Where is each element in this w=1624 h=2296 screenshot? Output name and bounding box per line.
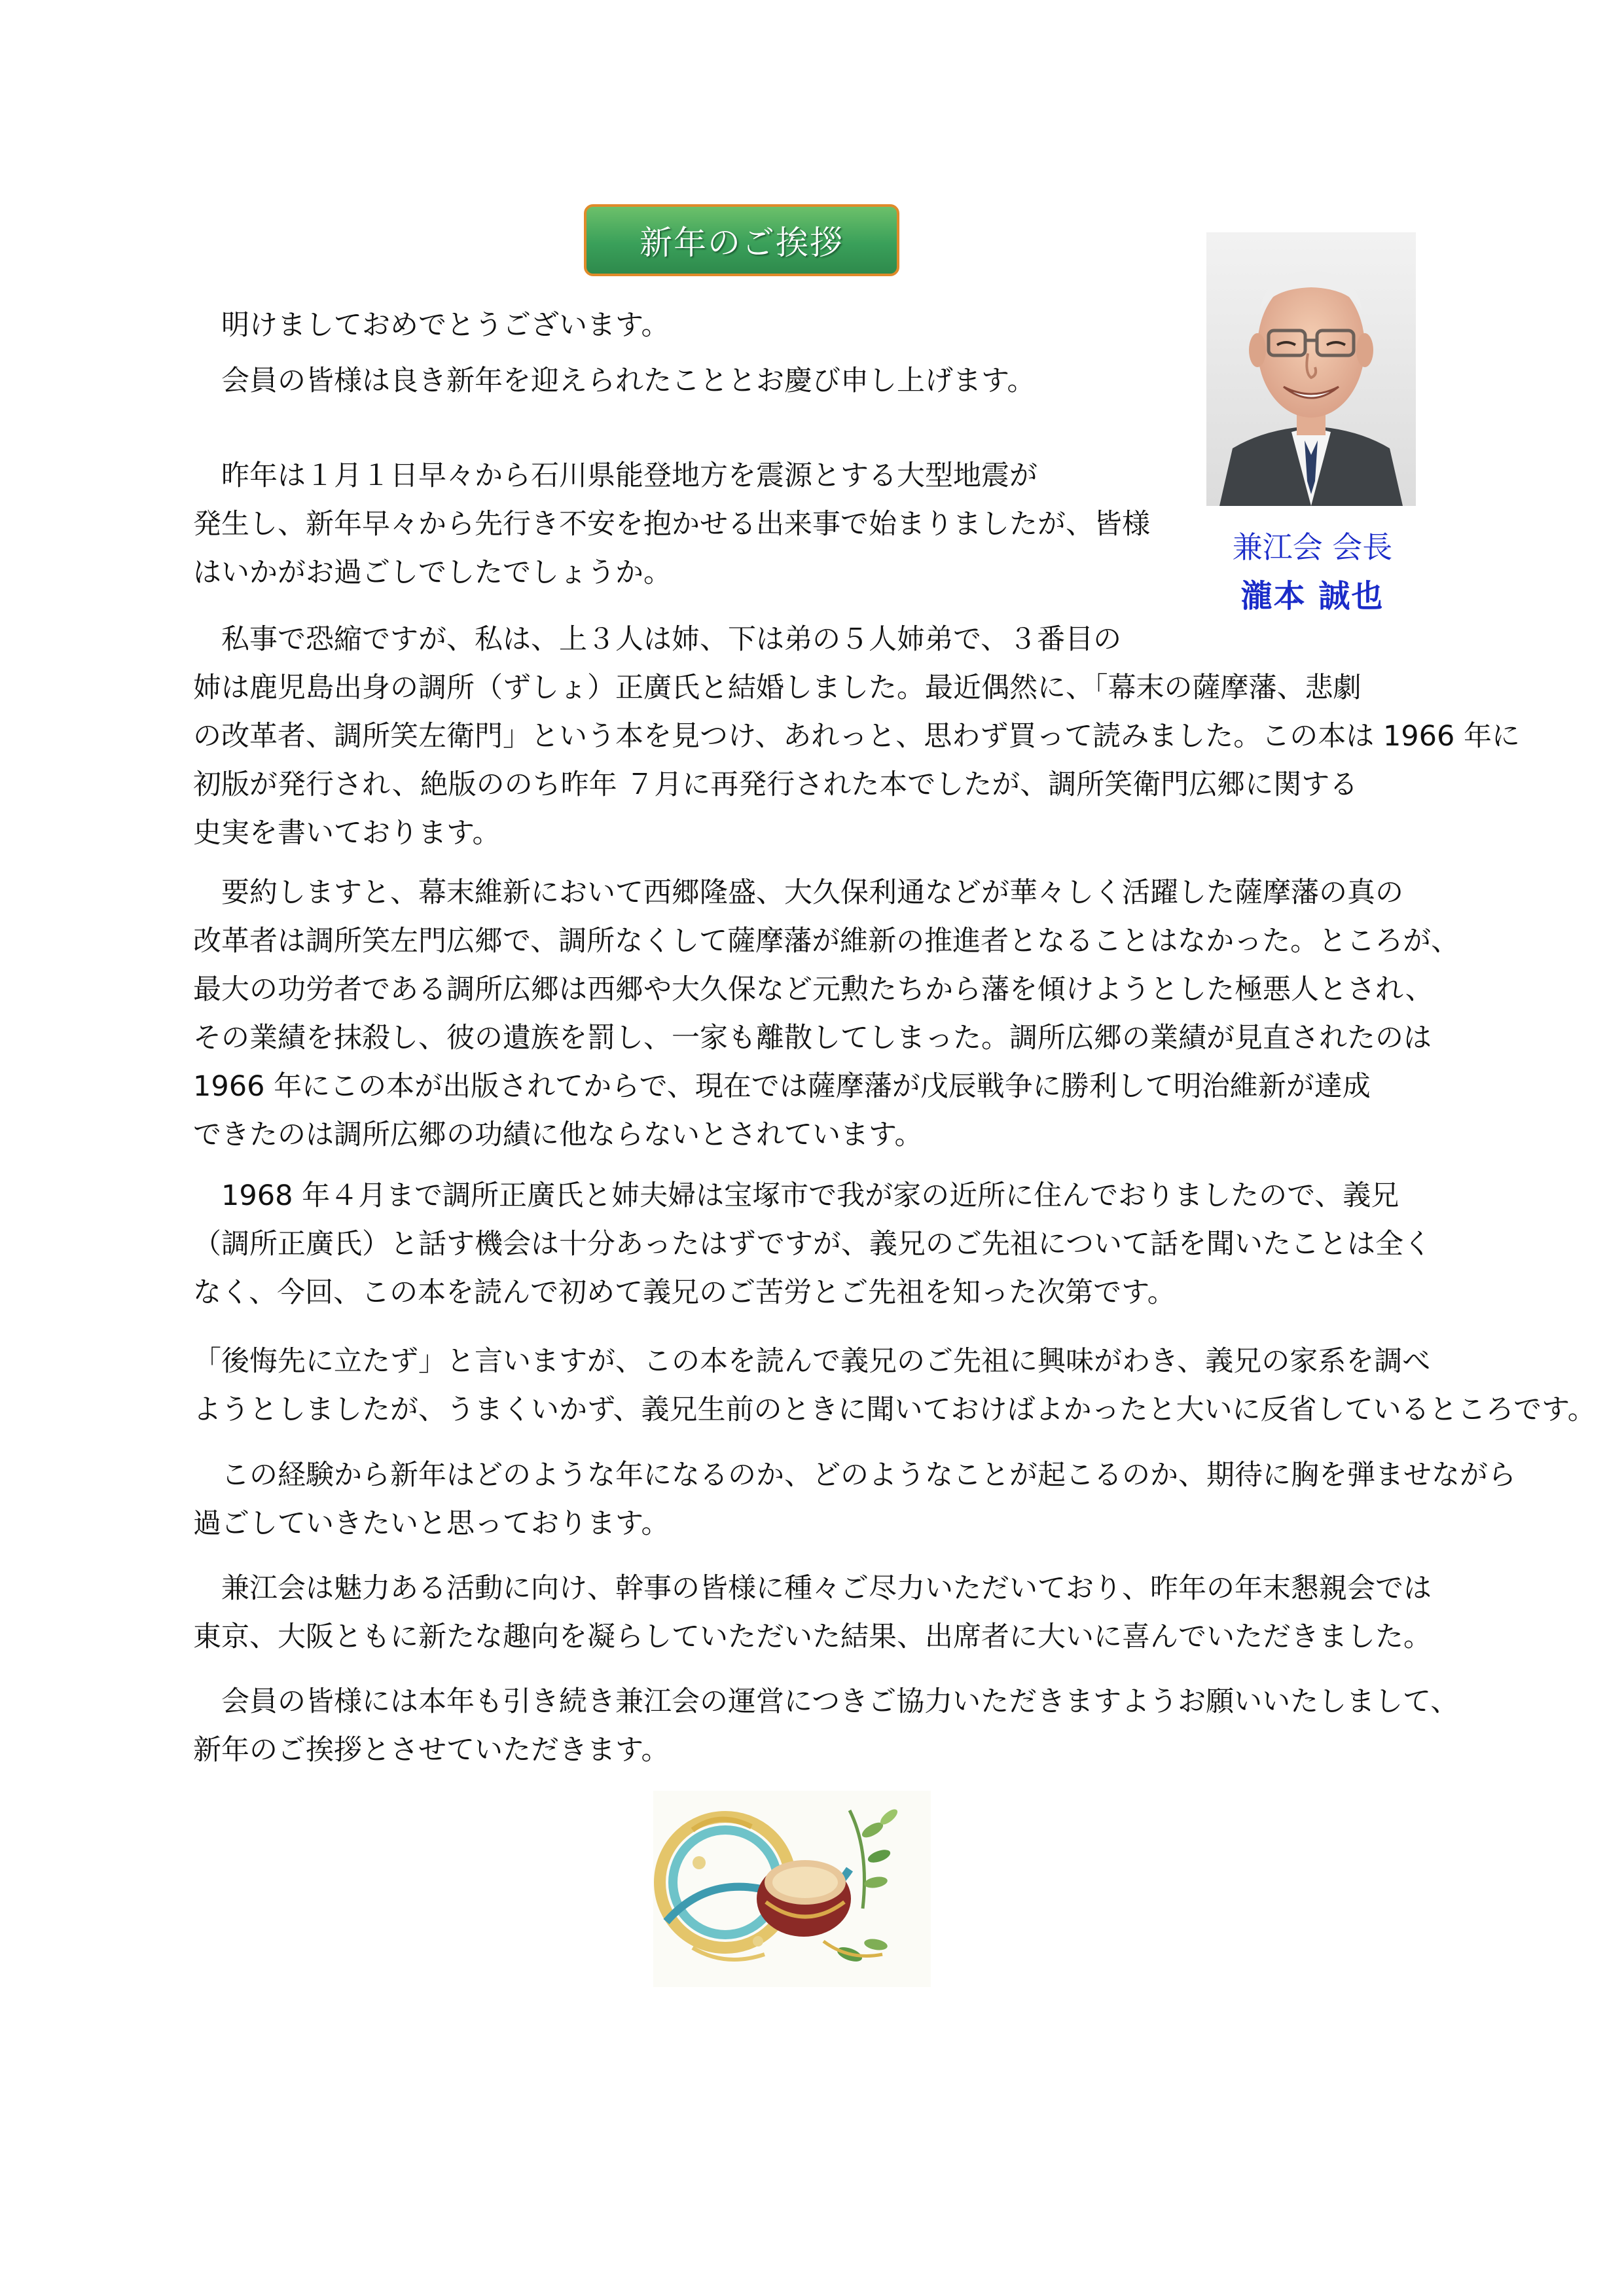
- paragraph-line: 最大の功労者である調所広郷は西郷や大久保など元勲たちから藩を傾けようとした極悪人とされ、: [193, 973, 1434, 1006]
- paragraph: [193, 301, 670, 350]
- caption-role: 兼江会 会長: [1232, 529, 1393, 565]
- paragraph-line: この経験から新年はどのような年になるのか、どのようなことが起こるのか、期待に胸を弾ませながら: [193, 1459, 1516, 1492]
- paragraph-line: 会員の皆様は良き新年を迎えられたこととお慶び申し上げます。: [193, 365, 1036, 397]
- paragraph: [193, 869, 1459, 1159]
- paragraph: [193, 452, 1150, 597]
- paragraph-line: 会員の皆様には本年も引き続き兼江会の運営につきご協力いただきますようお願いいたしまして、: [193, 1685, 1459, 1718]
- paragraph: [193, 1451, 1516, 1548]
- paragraph-line: 昨年は１月１日早々から石川県能登地方を震源とする大型地震が: [193, 459, 1038, 492]
- paragraph-line: できたのは調所広郷の功績に他ならないとされています。: [193, 1119, 923, 1151]
- paragraph-line: 史実を書いております。: [193, 817, 501, 850]
- paragraph-line: 過ごしていきたいと思っております。: [193, 1507, 670, 1540]
- new-year-illustration: [653, 1791, 931, 1987]
- paragraph-line: 姉は鹿児島出身の調所（ずしょ）正廣氏と結婚しました。最近偶然に、「幕末の薩摩藩、悲劇: [193, 672, 1362, 704]
- portrait-photo: [1206, 232, 1416, 506]
- paragraph-line: の改革者、調所笑左衛門」という本を見つけ、あれっと、思わず買って読みました。この本は 1966 年に: [193, 720, 1521, 753]
- paragraph-line: 1966 年にこの本が出版されてからで、現在では薩摩藩が戊辰戦争に勝利して明治維新が達成: [193, 1070, 1371, 1103]
- paragraph-line: 私事で恐縮ですが、私は、上３人は姉、下は弟の５人姉弟で、３番目の: [193, 623, 1122, 656]
- paragraph: [193, 1337, 1596, 1434]
- paragraph-line: 1968 年４月まで調所正廣氏と姉夫婦は宝塚市で我が家の近所に住んでおりましたので、義兄: [193, 1179, 1399, 1212]
- paragraph-line: 初版が発行され、絶版ののち昨年 ７月に再発行された本でしたが、調所笑衛門広郷に関する: [193, 768, 1358, 801]
- caption-name: 瀧本 誠也: [1240, 578, 1384, 615]
- title-banner: [584, 204, 899, 276]
- paragraph: [193, 1172, 1432, 1317]
- paragraph: [193, 1564, 1432, 1661]
- paragraph-line: ようとしましたが、うまくいかず、義兄生前のときに聞いておけばよかったと大いに反省しているところです。: [193, 1393, 1596, 1426]
- paragraph-line: 兼江会は魅力ある活動に向け、幹事の皆様に種々ご尽力いただいており、昨年の年末懇親会では: [193, 1572, 1432, 1605]
- paragraph: [193, 1677, 1458, 1774]
- paragraph-line: 改革者は調所笑左門広郷で、調所なくして薩摩藩が維新の推進者となることはなかった。ところが、: [193, 925, 1460, 958]
- paragraph-line: 「後悔先に立たず」と言いますが、この本を読んで義兄のご先祖に興味がわき、義兄の家系を調べ: [193, 1345, 1431, 1378]
- paragraph-line: はいかがお過ごしでしたでしょうか。: [193, 556, 672, 589]
- paragraph-line: 発生し、新年早々から先行き不安を抱かせる出来事で始まりましたが、皆様: [193, 508, 1150, 541]
- paragraph: [193, 615, 1520, 857]
- paragraph-line: 東京、大阪ともに新たな趣向を凝らしていただいた結果、出席者に大いに喜んでいただきました。: [193, 1621, 1432, 1653]
- paragraph-line: 明けましておめでとうございます。: [193, 309, 670, 342]
- paragraph-line: （調所正廣氏）と話す機会は十分あったはずですが、義兄のご先祖について話を聞いたことは全く: [193, 1228, 1432, 1261]
- paragraph-line: 新年のご挨拶とさせていただきます。: [193, 1734, 670, 1767]
- paragraph-line: その業績を抹殺し、彼の遺族を罰し、一家も離散してしまった。調所広郷の業績が見直されたのは: [193, 1022, 1432, 1054]
- paragraph-line: 要約しますと、幕末維新において西郷隆盛、大久保利通などが華々しく活躍した薩摩藩の真の: [193, 876, 1403, 909]
- page-title: 新年のご挨拶: [640, 224, 844, 262]
- paragraph: [193, 357, 1036, 405]
- paragraph-line: なく、今回、この本を読んで初めて義兄のご苦労とご先祖を知った次第です。: [193, 1276, 1176, 1309]
